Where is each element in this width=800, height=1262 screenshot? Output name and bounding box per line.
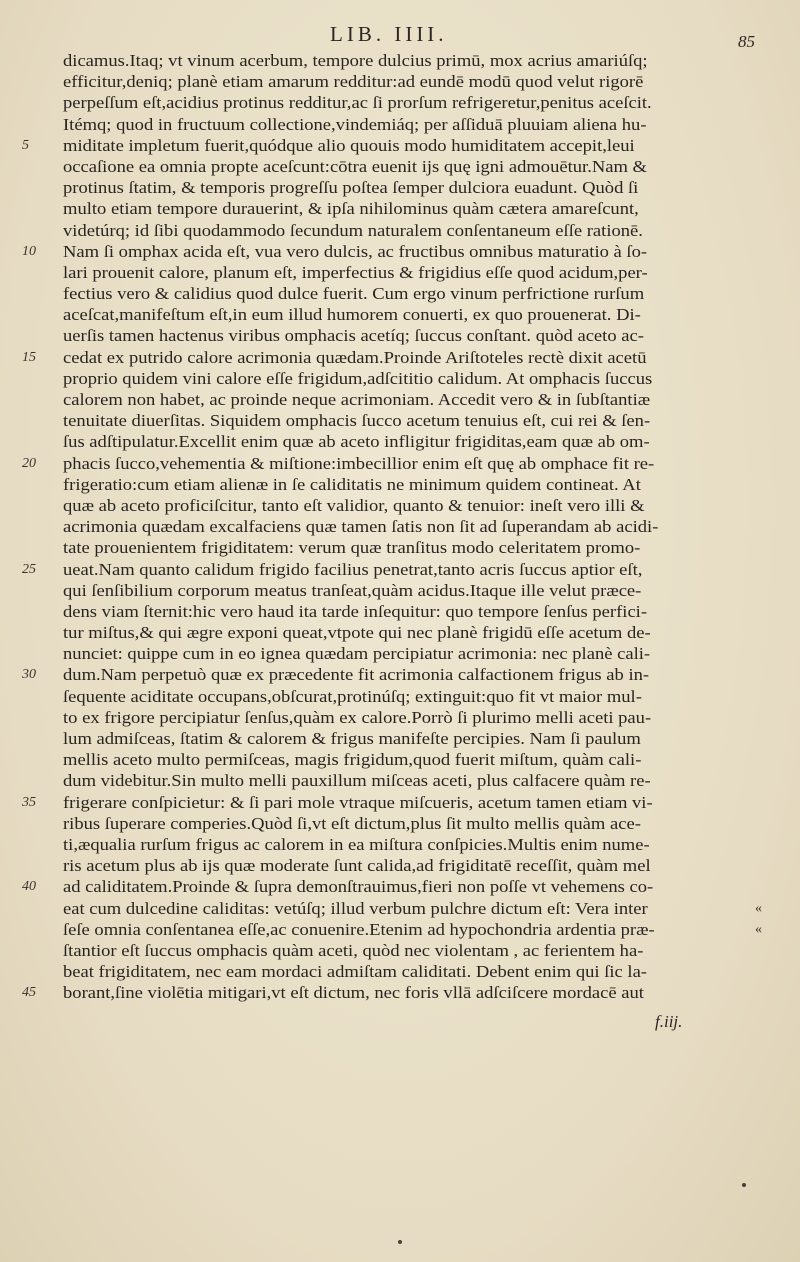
- line-number: 15: [22, 349, 36, 365]
- text-line: [0, 728, 800, 749]
- text-line: [0, 940, 800, 961]
- line-text: borant,ſine violētia mitigari,vt eſt dictum, nec foris vllā adſciſcere mordacē aut: [63, 983, 644, 1003]
- line-text: tenuitate diuerſitas. Siquidem omphacis ſucco acetum tenuius eſt, cui rei & ſen-: [63, 411, 651, 431]
- text-line: [0, 410, 800, 431]
- line-number: 25: [22, 561, 36, 577]
- text-line: [0, 876, 800, 897]
- line-text: multo etiam tempore durauerint, & ipſa nihilominus quàm cætera amareſcunt,: [63, 199, 639, 219]
- text-line: [0, 283, 800, 304]
- text-line: [0, 834, 800, 855]
- line-text: quæ ab aceto proficiſcitur, tanto eſt validior, quanto & tenuior: ineſt vero illi &: [63, 495, 645, 515]
- line-text: aceſcat,manifeſtum eſt,in eum illud humorem conuerti, ex quo prouenerat. Di-: [63, 305, 641, 325]
- line-text: lari prouenit calore, planum eſt, imperfectius & frigidius eſſe quod acidum,per-: [63, 262, 648, 282]
- line-text: miditate impletum fuerit,quódque alio quouis modo humiditatem accepit,leui: [63, 135, 635, 155]
- line-text: phacis ſucco,vehementia & miſtione:imbecillior enim eſt quę ab omphace fit re-: [63, 453, 655, 473]
- line-text: ſeſe omnia conſentanea eſſe,ac conuenire.Etenim ad hypochondria ardentia præ-: [63, 919, 655, 939]
- ink-speck: [398, 1240, 402, 1244]
- line-text: lum admiſceas, ſtatim & calorem & frigus manifeſte percipies. Nam ſi paulum: [63, 729, 641, 748]
- text-line: [0, 198, 800, 219]
- line-text: ris acetum plus ab ijs quæ moderate ſunt calida,ad frigiditatē receſſit, quàm mel: [63, 856, 651, 876]
- text-line: [0, 92, 800, 113]
- page-header: [0, 20, 800, 50]
- text-line: [0, 664, 800, 685]
- text-line: [0, 559, 800, 580]
- text-line: [0, 177, 800, 198]
- text-line: [0, 537, 800, 558]
- line-text: calorem non habet, ac proinde neque acrimoniam. Accedit vero & in ſubſtantiæ: [63, 390, 651, 409]
- line-text: eat cum dulcedine caliditas: vetúſq; illud verbum pulchre dictum eſt: Vera inter: [63, 898, 648, 918]
- line-text: efficitur,deniq; planè etiam amarum redditur:ad eundē modū quod velut rigorē: [63, 72, 644, 92]
- signature-mark: f.iij.: [655, 1012, 683, 1031]
- text-line: [0, 770, 800, 791]
- text-line: [0, 431, 800, 452]
- line-text: cedat ex putrido calore acrimonia quædam.Proinde Ariſtoteles rectè dixit acetū: [63, 347, 647, 367]
- line-text: acrimonia quædam excalfaciens quæ tamen ſatis non ſit ad ſuperandam ab acidi-: [63, 517, 659, 537]
- line-text: ad caliditatem.Proinde & ſupra demonſtrauimus,fieri non poſſe vt vehemens co-: [63, 877, 654, 897]
- text-line: [0, 516, 800, 537]
- text-line: [0, 919, 800, 940]
- text-line: [0, 686, 800, 707]
- line-text: tur miſtus,& qui ægre exponi queat,vtpote qui nec planè frigidū eſſe acetum de-: [63, 623, 651, 643]
- line-number: 40: [22, 879, 36, 895]
- line-text: occaſione ea omnia propte aceſcunt:cōtra euenit ijs quę igni admouētur.Nam &: [63, 156, 647, 176]
- text-line: [0, 241, 800, 262]
- line-text: beat frigiditatem, nec eam mordaci admiſtam caliditati. Debent enim qui ſic la-: [63, 962, 647, 982]
- line-text: Itémq; quod in fructuum collectione,vindemiáq; per aſſiduā pluuiam aliena hu-: [63, 114, 647, 134]
- line-number: 5: [22, 137, 29, 153]
- line-text: ſequente aciditate occupans,obſcurat,protinúſq; extinguit:quo fit vt maior mul-: [63, 686, 642, 706]
- text-line: [0, 898, 800, 919]
- line-text: ribus ſuperare comperies.Quòd ſi,vt eſt dictum,plus ſit multo mellis quàm ace-: [63, 813, 641, 833]
- line-text: dum.Nam perpetuò quæ ex præcedente fit acrimonia calfactionem frigus ab in-: [63, 665, 650, 685]
- text-line: [0, 453, 800, 474]
- text-line: [0, 982, 800, 1003]
- text-line: [0, 347, 800, 368]
- text-line: [0, 580, 800, 601]
- line-text: ſus adſtipulatur.Excellit enim quæ ab aceto infligitur frigiditas,eam quæ ab om-: [63, 432, 650, 452]
- line-text: nunciet: quippe cum in eo ignea quædam percipiatur acrimonia: nec planè cali-: [63, 644, 651, 664]
- line-number: 10: [22, 243, 36, 259]
- line-text: ueat.Nam quanto calidum frigido facilius penetrat,tanto acris ſuccus aptior eſt,: [63, 559, 643, 579]
- line-text: protinus ſtatim, & temporis progreſſu poſtea ſemper dulciora euadunt. Quòd ſi: [63, 178, 639, 198]
- ink-speck: [742, 1183, 746, 1187]
- line-text: ſtantior eſt ſuccus omphacis quàm aceti, quòd nec violentam , ac ferientem ha-: [63, 940, 644, 960]
- line-text: dicamus.Itaq; vt vinum acerbum, tempore dulcius primū, mox acrius amariúſq;: [63, 51, 648, 70]
- line-text: ti,æqualia rurſum frigus ac calorem in ea miſtura conſpicies.Multis enim nume-: [63, 834, 650, 854]
- line-number: 45: [22, 985, 36, 1001]
- line-number: 20: [22, 455, 36, 471]
- line-text: dum videbitur.Sin multo melli pauxillum miſceas aceti, plus calfacere quàm re-: [63, 771, 651, 791]
- text-line: [0, 495, 800, 516]
- text-line: [0, 601, 800, 622]
- text-line: [0, 643, 800, 664]
- line-text: proprio quidem vini calore eſſe frigidum,adſcititio calidum. At omphacis ſuccus: [63, 368, 653, 388]
- line-text: perpeſſum eſt,acidius protinus redditur,ac ſi prorſum refrigeretur,penitus aceſcit.: [63, 93, 652, 113]
- line-text: frigerare conſpicietur: & ſi pari mole vtraque miſcueris, acetum tamen etiam vi-: [63, 792, 653, 812]
- line-text: mellis aceto multo permiſceas, magis frigidum,quod fuerit miſtum, quàm cali-: [63, 750, 642, 770]
- line-text: to ex frigore percipiatur ſenſus,quàm ex calore.Porrò ſi plurimo melli aceti pau-: [63, 707, 652, 727]
- body-text: [0, 50, 800, 1003]
- line-text: qui ſenſibilium corporum meatus tranſeat,quàm acidus.Itaque ille velut præce-: [63, 580, 642, 600]
- line-text: Nam ſi omphax acida eſt, vua vero dulcis, ac fructibus omnibus maturatio à ſo-: [63, 241, 648, 261]
- page-number: 85: [738, 32, 755, 51]
- text-line: [0, 622, 800, 643]
- line-number: 35: [22, 794, 36, 810]
- text-line: [0, 368, 800, 389]
- line-text: videtúrq; id ſibi quodammodo ſecundum naturalem conſentaneum eſſe rationē.: [63, 220, 643, 240]
- text-line: [0, 220, 800, 241]
- text-line: [0, 855, 800, 876]
- text-line: [0, 792, 800, 813]
- text-line: [0, 474, 800, 495]
- text-line: [0, 749, 800, 770]
- line-text: frigeratio:cum etiam alienæ in ſe caliditatis ne minimum quidem contineat. At: [63, 474, 641, 494]
- line-text: uerſis tamen hactenus viribus omphacis acetíq; ſuccus conſtant. quòd aceto ac-: [63, 326, 644, 346]
- text-line: [0, 114, 800, 135]
- running-head: LIB. IIII.: [330, 22, 448, 46]
- text-line: [0, 325, 800, 346]
- line-text: dens viam ſternit:hic vero haud ita tarde inſequitur: quo tempore ſenſus perfici-: [63, 601, 648, 621]
- line-text: fectius vero & calidius quod dulce fuerit. Cum ergo vinum perfrictione rurſum: [63, 284, 645, 304]
- text-line: [0, 304, 800, 325]
- text-line: [0, 707, 800, 728]
- text-line: [0, 389, 800, 410]
- line-text: tate prouenientem frigiditatem: verum quæ tranſitus modo celeritatem promo-: [63, 538, 641, 558]
- text-line: [0, 156, 800, 177]
- text-line: [0, 135, 800, 156]
- line-number: 30: [22, 667, 36, 683]
- text-line: [0, 50, 800, 71]
- text-line: [0, 961, 800, 982]
- quotation-mark: «: [755, 900, 762, 916]
- text-line: [0, 813, 800, 834]
- quotation-mark: «: [755, 921, 762, 937]
- text-line: [0, 71, 800, 92]
- text-line: [0, 262, 800, 283]
